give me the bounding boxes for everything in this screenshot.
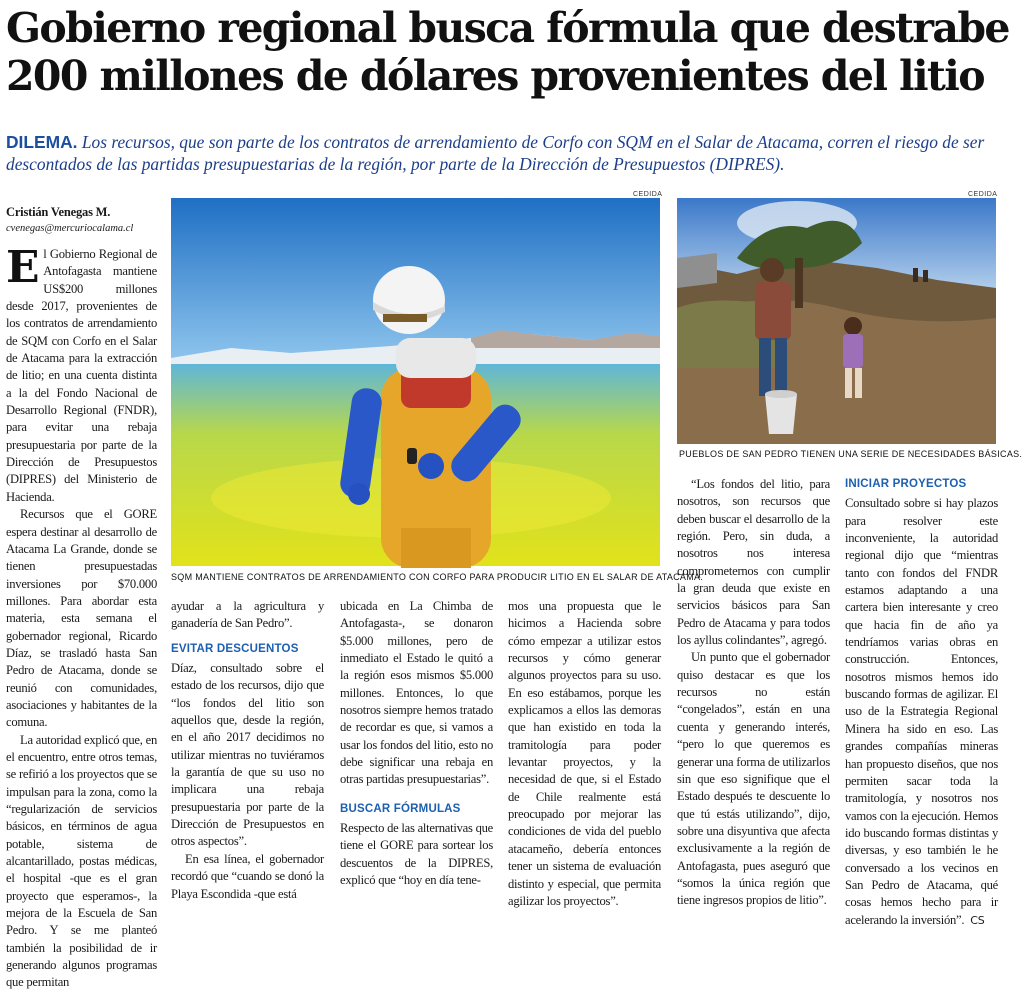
lede-text: Los recursos, que son parte de los contratos de arrendamiento de Corfo con SQM en el Salar de Atacama, corren el riesgo de ser descontados de las partidas presupuestarias de la región, por parte de la Dirección de Presupuestos (DIPRES). (6, 132, 985, 174)
paragraph: Un punto que el gobernador quiso destacar es que los recursos no están “congelados”, están en una cuenta y generando interés, “pero lo que queremos es generar una forma de utilizarlos sin que eso signifique que el Estado después te descuente lo que tú estás utilizando”, dijo, sobre una disyuntiva que afecta exclusivamente a la región de Antofagasta, pues aseguró que “somos la única región que tiene ingresos propios de litio”. (677, 650, 830, 908)
paragraph: mos una propuesta que le hicimos a Hacienda sobre cómo empezar a utilizar estos recursos y cómo generar algunos proyectos para su uso. En eso estábamos, porque les explicamos a ellos las demoras que han existido en toda la tramitología para poder levantar proyectos, y la necesidad de que, si el Estado de Chile realmente está preocupado por mejorar las condiciones de vida del pueblo atacameño, debería entonces tener un sistema de evaluación distinto y especial, que permita agilizar los proyectos”. (508, 599, 661, 908)
end-mark-icon: CS (970, 913, 985, 927)
paragraph: ayudar a la agricultura y ganadería de San Pedro”. (171, 599, 324, 631)
headline-line-1: Gobierno regional busca fórmula que destrabe (6, 4, 1009, 52)
byline (6, 205, 166, 234)
paragraph: Díaz, consultado sobre el estado de los recursos, dijo que “los fondos del litio son aquellos que, desde la región, en el año 2017 decidimos no utilizar mientras no tuviéramos la garantía de que su uso no implicara una rebaja presupuestaria por parte de la Dirección de Presupuestos en otros aspectos”. (171, 661, 324, 849)
paragraph: Respecto de las alternativas que tiene el GORE para sortear los descuentos de la DIPRES, explicó que “hoy en día tene- (340, 821, 493, 888)
subhead-evitar-descuentos: EVITAR DESCUENTOS (171, 642, 299, 655)
article-column-2 (171, 598, 324, 903)
article-column-6 (845, 470, 998, 929)
author-email: cvenegas@mercuriocalama.cl (6, 223, 134, 234)
main-photo-lithium-worker (171, 198, 660, 566)
side-photo-caption: PUEBLOS DE SAN PEDRO TIENEN UNA SERIE DE NECESIDADES BÁSICAS. (679, 449, 1022, 459)
headline-line-2: 200 millones de dólares provenientes del litio (6, 52, 984, 100)
article-column-3 (340, 598, 493, 890)
lede-kicker: DILEMA. (6, 132, 78, 152)
author-name: Cristián Venegas M. (6, 205, 111, 219)
photo-credit-side: CEDIDA (968, 191, 998, 198)
paragraph (845, 495, 998, 929)
paragraph: La autoridad explicó que, en el encuentro, entre otros temas, se refirió a los proyectos que se impulsan para la zona, como la “regularización de servicios básicos, en términos de agua potable, sistema de alcantarillado, postas médicas, el hospital -que es el gran proyecto que esperamos-, la mejora de la Escuela de San Pedro. Y se me planteó también la posibilidad de ir generando algunos programas que permitan (6, 732, 157, 990)
drop-cap: E (6, 242, 40, 293)
headline (6, 4, 1009, 100)
article-column-5 (677, 476, 830, 910)
paragraph-text: Consultado sobre si hay plazos para resolver este inconveniente, la autoridad regional dijo que “mientras tanto con fondos del FNDR estamos adaptando a una cartera bien interesante y creo que hacia fin de año ya tendríamos varias obras en construcción. Entonces, nosotros mismos hemos ido buscando formas de agilizar. El uso de la Estrategia Regional Minera ha sido en eso. Las grandes compañías mineras han propuesto diseños, que nos permiten sacar toda la tramitología, y nosotros nos vamos con la ejecución. Hemos ido buscando formas distintas y diversas, y eso también le he conversado a los vecinos en San Pedro de Atacama, qué cosas hemos hecho para ir acelerando la inversión”. (845, 496, 998, 927)
paragraph: Recursos que el GORE espera destinar al desarrollo de Atacama La Grande, donde se tienen presupuestadas inversiones por $70.000 millones. Para abordar esta materia, esta semana el gobernador regional, Ricardo Díaz, se trasladó hasta San Pedro de Atacama, donde se reunió con comunidades, asociaciones y habitantes de la comuna. (6, 507, 157, 730)
paragraph: En esa línea, el gobernador recordó que “cuando se donó la Playa Escondida -que está (171, 851, 324, 901)
side-photo-san-pedro-residents (677, 198, 996, 444)
paragraph (6, 242, 157, 506)
paragraph: “Los fondos del litio, para nosotros, son recursos que deben buscar el desarrollo de la región. Pero, sin duda, a nosotros nos interesa comprometernos con cumplir la gran deuda que existe en servicios básicos para San Pedro de Atacama y para todos los ayllus colindantes”, agregó. (677, 477, 830, 648)
lede (6, 131, 996, 175)
article-column-4 (508, 598, 661, 910)
photo-credit-main: CEDIDA (633, 191, 663, 198)
paragraph: ubicada en La Chimba de Antofagasta-, se donaron $5.000 millones, pero de inmediato el Estado le quitó a la región esos mismos $5.000 millones. Entonces, lo que nosotros siempre hemos tratado de recordar es que, si vamos a usar los fondos del litio, esto no debe significar una rebaja en otras partidas presupuestarias”. (340, 599, 493, 787)
paragraph-text: l Gobierno Regional de Antofagasta mantiene US$200 millones desde 2017, provenientes de los contratos de arrendamiento de SQM con Corfo en el Salar de Atacama para la extracción de litio; en una cuenta distinta a la del Fondo Nacional de Desarrollo Regional (FNDR), para evitar una rebaja presupuestaria por parte de la Dirección de Presupuestos (DIPRES) del Ministerio de Hacienda. (6, 247, 157, 504)
subhead-iniciar-proyectos: INICIAR PROYECTOS (845, 478, 967, 490)
photo-illustration (677, 198, 996, 444)
article-column-1 (6, 242, 157, 992)
main-photo-caption: SQM MANTIENE CONTRATOS DE ARRENDAMIENTO CON CORFO PARA PRODUCIR LITIO EN EL SALAR DE ATACAMA. (171, 572, 704, 582)
subhead-buscar-formulas: BUSCAR FÓRMULAS (340, 802, 461, 815)
photo-illustration (171, 198, 660, 566)
